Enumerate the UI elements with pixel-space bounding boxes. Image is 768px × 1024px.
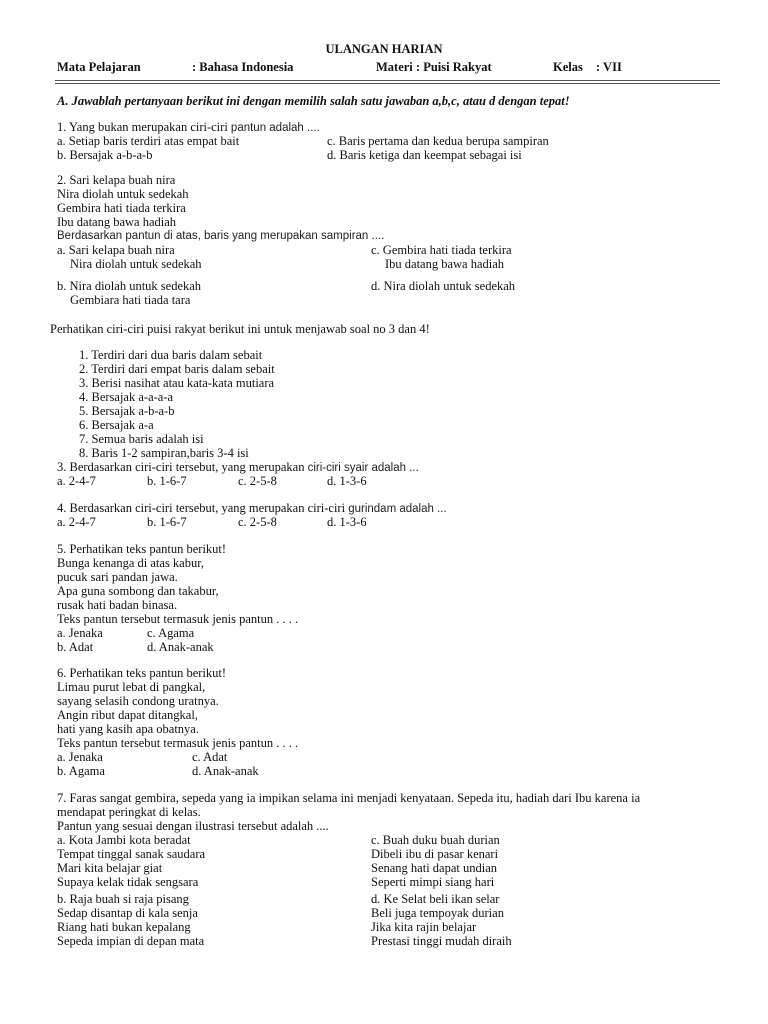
q1-option-d: d. Baris ketiga dan keempat sebagai isi xyxy=(327,148,522,162)
topic-label: Materi : Puisi Rakyat xyxy=(376,60,492,74)
feature-item: 6. Bersajak a-a xyxy=(79,418,154,432)
q1-stem xyxy=(57,121,320,135)
feature-item: 1. Terdiri dari dua baris dalam sebait xyxy=(79,348,263,362)
q6-line: sayang selasih condong uratnya. xyxy=(57,694,219,708)
features-intro: Perhatikan ciri-ciri puisi rakyat berikut ini untuk menjawab soal no 3 dan 4! xyxy=(50,322,430,336)
feature-item: 5. Bersajak a-b-a-b xyxy=(79,404,175,418)
q6-line: Teks pantun tersebut termasuk jenis pantun . . . . xyxy=(57,736,299,750)
subject-label: Mata Pelajaran xyxy=(57,60,141,74)
q7-prompt: Pantun yang sesuai dengan ilustrasi tersebut adalah .... xyxy=(57,819,329,833)
q5-option-c: c. Agama xyxy=(147,626,195,640)
q6-line: Angin ribut dapat ditangkal, xyxy=(57,708,198,722)
q2-option-a-line2: Nira diolah untuk sedekah xyxy=(70,257,202,271)
q3-stem-main: 3. Berdasarkan ciri-ciri tersebut, yang merupakan xyxy=(57,460,308,474)
class-value: : VII xyxy=(596,60,622,74)
q3-stem xyxy=(57,461,419,475)
q2-line: Gembira hati tiada terkira xyxy=(57,201,186,215)
q2-line: Ibu datang bawa hadiah xyxy=(57,215,177,229)
q7-option-b-line: b. Raja buah si raja pisang xyxy=(57,892,189,906)
q5-option-a: a. Jenaka xyxy=(57,626,103,640)
q2-option-b-line2: Gembiara hati tiada tara xyxy=(70,293,191,307)
q1-option-b: b. Bersajak a-b-a-b xyxy=(57,148,153,162)
q7-option-d-line: d. Ke Selat beli ikan selar xyxy=(371,892,500,906)
q2-line: 2. Sari kelapa buah nira xyxy=(57,173,176,187)
q3-option-a: a. 2-4-7 xyxy=(57,474,96,488)
q7-stem-line1: 7. Faras sangat gembira, sepeda yang ia impikan selama ini menjadi kenyataan. Sepeda itu, hadiah dari Ibu karena ia xyxy=(57,791,641,805)
exam-title: ULANGAN HARIAN xyxy=(325,42,443,56)
q3-stem-tail: ciri-ciri syair adalah ... xyxy=(307,462,419,474)
feature-item: 7. Semua baris adalah isi xyxy=(79,432,204,446)
q4-option-a: a. 2-4-7 xyxy=(57,515,96,529)
q2-prompt: Berdasarkan pantun di atas, baris yang merupakan sampiran .... xyxy=(57,230,385,242)
q7-option-b-line: Sedap disantap di kala senja xyxy=(57,906,198,920)
q1-option-c: c. Baris pertama dan kedua berupa sampiran xyxy=(327,134,549,148)
q7-option-a-line: Tempat tinggal sanak saudara xyxy=(57,847,206,861)
q7-option-c-line: c. Buah duku buah durian xyxy=(371,833,500,847)
q3-option-d: d. 1-3-6 xyxy=(327,474,367,488)
q7-stem-line2: mendapat peringkat di kelas. xyxy=(57,805,201,819)
q2-option-b-line1: b. Nira diolah untuk sedekah xyxy=(57,279,202,293)
q2-option-a-line1: a. Sari kelapa buah nira xyxy=(57,243,175,257)
q7-option-b-line: Sepeda impian di depan mata xyxy=(57,934,205,948)
q5-line: 5. Perhatikan teks pantun berikut! xyxy=(57,542,227,556)
q6-line: hati yang kasih apa obatnya. xyxy=(57,722,199,736)
q7-option-c-line: Dibeli ibu di pasar kenari xyxy=(371,847,499,861)
q5-option-d: d. Anak-anak xyxy=(147,640,214,654)
q4-option-c: c. 2-5-8 xyxy=(238,515,277,529)
q5-option-b: b. Adat xyxy=(57,640,94,654)
q6-line: 6. Perhatikan teks pantun berikut! xyxy=(57,666,227,680)
section-a-instruction: A. Jawablah pertanyaan berikut ini dengan memilih salah satu jawaban a,b,c, atau d dengan tepat! xyxy=(57,94,570,108)
q2-line: Nira diolah untuk sedekah xyxy=(57,187,189,201)
q7-option-d-line: Beli juga tempoyak durian xyxy=(371,906,504,920)
q4-option-d: d. 1-3-6 xyxy=(327,515,367,529)
q5-line: pucuk sari pandan jawa. xyxy=(57,570,178,584)
q6-option-a: a. Jenaka xyxy=(57,750,103,764)
q2-option-c-line2: Ibu datang bawa hadiah xyxy=(385,257,505,271)
feature-item: 8. Baris 1-2 sampiran,baris 3-4 isi xyxy=(79,446,249,460)
q1-option-a: a. Setiap baris terdiri atas empat bait xyxy=(57,134,240,148)
q4-stem xyxy=(57,502,447,516)
q3-option-c: c. 2-5-8 xyxy=(238,474,277,488)
header-divider xyxy=(55,80,720,81)
q7-option-b-line: Riang hati bukan kepalang xyxy=(57,920,191,934)
q7-option-c-line: Senang hati dapat undian xyxy=(371,861,498,875)
q1-stem-main: 1. Yang bukan merupakan ciri-ciri xyxy=(57,120,231,134)
q4-stem-main: 4. Berdasarkan ciri-ciri tersebut, yang merupakan ciri-ciri xyxy=(57,501,349,515)
header-divider-2 xyxy=(55,83,720,84)
q4-stem-tail: gurindam adalah ... xyxy=(348,503,447,515)
q2-option-d-line1: d. Nira diolah untuk sedekah xyxy=(371,279,516,293)
q7-option-d-line: Prestasi tinggi mudah diraih xyxy=(371,934,512,948)
feature-item: 2. Terdiri dari empat baris dalam sebait xyxy=(79,362,275,376)
q1-stem-tail: pantun adalah .... xyxy=(230,122,320,134)
q7-option-a-line: a. Kota Jambi kota beradat xyxy=(57,833,191,847)
q3-option-b: b. 1-6-7 xyxy=(147,474,187,488)
q7-option-c-line: Seperti mimpi siang hari xyxy=(371,875,495,889)
subject-value: : Bahasa Indonesia xyxy=(192,60,294,74)
q6-option-b: b. Agama xyxy=(57,764,105,778)
q7-option-a-line: Supaya kelak tidak sengsara xyxy=(57,875,199,889)
q5-line: Apa guna sombong dan takabur, xyxy=(57,584,219,598)
q5-line: rusak hati badan binasa. xyxy=(57,598,178,612)
q4-option-b: b. 1-6-7 xyxy=(147,515,187,529)
q2-option-c-line1: c. Gembira hati tiada terkira xyxy=(371,243,512,257)
feature-item: 4. Bersajak a-a-a-a xyxy=(79,390,174,404)
q7-option-a-line: Mari kita belajar giat xyxy=(57,861,163,875)
q7-option-d-line: Jika kita rajin belajar xyxy=(371,920,477,934)
q5-line: Teks pantun tersebut termasuk jenis pantun . . . . xyxy=(57,612,299,626)
class-label: Kelas xyxy=(553,60,583,74)
q6-option-d: d. Anak-anak xyxy=(192,764,259,778)
q5-line: Bunga kenanga di atas kabur, xyxy=(57,556,205,570)
q6-line: Limau purut lebat di pangkal, xyxy=(57,680,206,694)
q6-option-c: c. Adat xyxy=(192,750,228,764)
feature-item: 3. Berisi nasihat atau kata-kata mutiara xyxy=(79,376,275,390)
